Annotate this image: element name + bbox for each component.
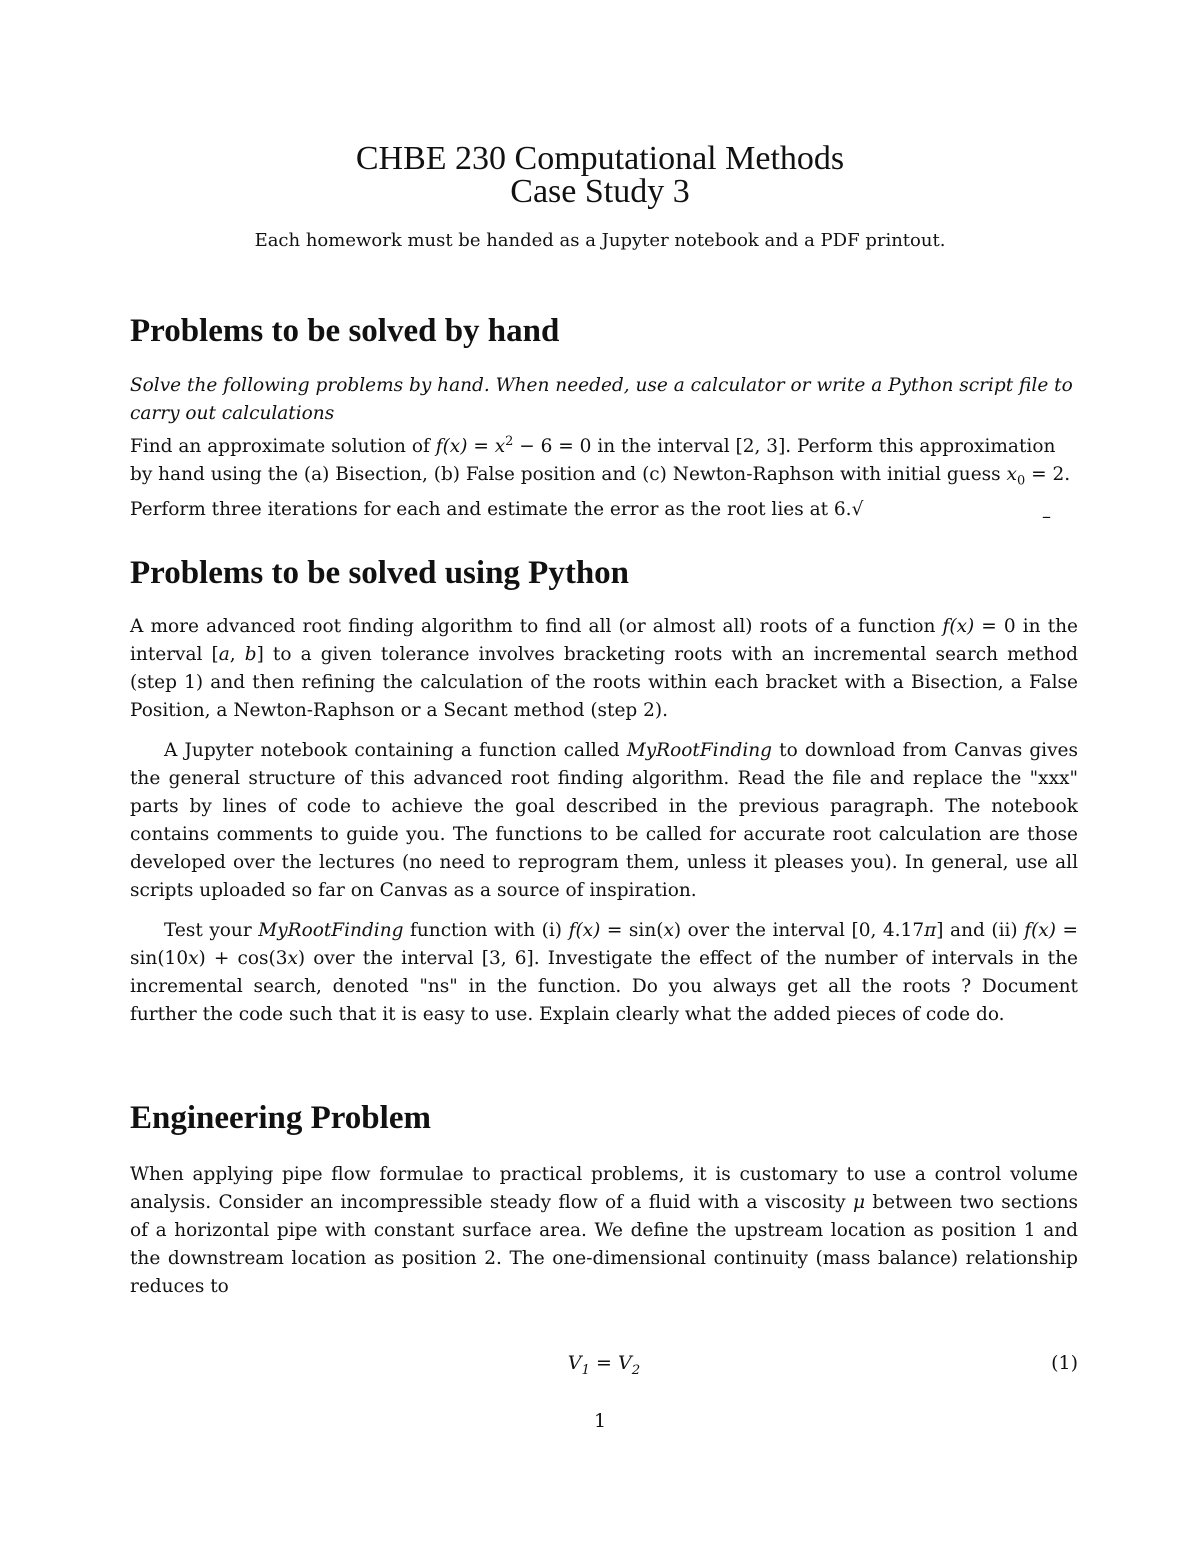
test-function-2: f(x)	[1024, 920, 1056, 941]
velocity-v2: V	[618, 1352, 632, 1374]
problem-text-c: = 2. Perform three iterations for each and estimate the error as the root lies at 6.√	[130, 464, 1071, 520]
python-p3-text-e: ] and (ii)	[936, 920, 1025, 941]
problem-exponent: 2	[505, 434, 514, 449]
section-heading-engineering: Engineering Problem	[130, 1100, 431, 1136]
viscosity-symbol: μ	[852, 1192, 865, 1213]
equation-number: (1)	[1051, 1352, 1078, 1374]
initial-guess-sub: 0	[1016, 473, 1026, 489]
interval-start-var: a	[218, 644, 230, 665]
equals-sign: =	[590, 1352, 618, 1374]
test-function-1: f(x)	[568, 920, 601, 941]
problem-text-b: − 6 = 0 in the interval [2, 3]. Perform this approximation by hand using the (a) Bisection, (b) False position and (c) Newton-Raphson with initial guess	[130, 436, 1056, 486]
by-hand-instructions: Solve the following problems by hand. When needed, use a calculator or write a Python script file to carry out calculations	[130, 375, 1073, 424]
engineering-text-a: When applying pipe flow formulae to practical problems, it is customary to use a control volume analysis. Consider an incompressible steady flow of a fluid with a viscosity	[130, 1164, 1078, 1213]
python-paragraph-2	[130, 737, 1078, 905]
section-heading-python: Problems to be solved using Python	[130, 555, 630, 591]
document-subtitle-case-study: Case Study 3	[510, 173, 690, 210]
python-p1-text-d: ] to a given tolerance involves bracketing roots with an incremental search method (step 1) and then refining the calculation of the roots within each bracket with a Bisection, a False Position, a Newton-Raphson or a Secant method (step 2).	[130, 644, 1078, 721]
python-paragraph-3	[130, 917, 1078, 1029]
python-p3-text-g: ) + cos(3	[198, 948, 288, 969]
velocity-v2-sub: 2	[631, 1362, 641, 1378]
section-heading-by-hand: Problems to be solved by hand	[130, 313, 560, 349]
interval-end-var: b	[244, 644, 257, 665]
problem-text-a: Find an approximate solution of	[130, 436, 436, 458]
engineering-text-b: between two sections of a horizontal pipe with constant surface area. We define the upstream location as position 1 and the downstream location as position 2. The one-dimensional continuity (mass balance) relationship reduces to	[130, 1192, 1079, 1297]
var-x-2: x	[188, 948, 199, 969]
page-number: 1	[593, 1410, 607, 1432]
stray-overline-mark: –	[1042, 506, 1051, 527]
submission-note: Each homework must be handed as a Jupyter notebook and a PDF printout.	[254, 230, 946, 251]
python-p1-comma: ,	[229, 644, 245, 665]
python-p3-text-c: = sin(	[600, 920, 664, 941]
python-p3-text-d: ) over the interval [0, 4.17	[673, 920, 925, 941]
velocity-v1: V	[567, 1352, 582, 1374]
python-paragraph-1	[130, 613, 1078, 725]
initial-guess-var: x	[1006, 464, 1017, 486]
python-p1-text-b: = 0 in the interval [	[130, 616, 1078, 665]
pi-symbol: π	[924, 920, 937, 941]
var-x-1: x	[663, 920, 674, 941]
python-p3-text-f: = sin(10	[130, 920, 1078, 969]
var-x-3: x	[287, 948, 298, 969]
python-p3-text-b: function with (i)	[403, 920, 569, 941]
python-p3-text-h: ) over the interval [3, 6]. Investigate the effect of the number of intervals in the incremental search, denoted "ns" in the function. Do you always get all the roots ? Document further the code such that it is easy to use. Explain clearly what the added pieces of code do.	[130, 948, 1078, 1025]
equation-body	[130, 1349, 1078, 1385]
python-p2-text-a: A Jupyter notebook containing a function called	[164, 740, 627, 761]
engineering-paragraph	[130, 1161, 1078, 1301]
velocity-v1-sub: 1	[581, 1362, 590, 1378]
python-p1-text-a: A more advanced root finding algorithm to find all (or almost all) roots of a function	[130, 616, 943, 637]
python-p2-text-b: to download from Canvas gives the general structure of this advanced root finding algorithm. Read the file and replace the "xxx" parts by lines of code to achieve the goal described in the previous paragraph. The notebook contains comments to guide you. The functions to be called for accurate root calculation are those developed over the lectures (no need to reprogram them, unless it pleases you). In general, use all scripts uploaded so far on Canvas as a source of inspiration.	[130, 740, 1078, 901]
python-p3-text-a: Test your	[164, 920, 259, 941]
function-name-myrootfinding: MyRootFinding	[626, 740, 772, 761]
by-hand-paragraph	[130, 372, 1078, 524]
python-p1-function: f(x)	[942, 616, 975, 637]
title-block	[0, 142, 1200, 254]
problem-function: f(x) = x	[435, 436, 506, 458]
document-title: CHBE 230 Computational Methods	[355, 140, 845, 177]
function-name-myrootfinding-2: MyRootFinding	[258, 920, 404, 941]
